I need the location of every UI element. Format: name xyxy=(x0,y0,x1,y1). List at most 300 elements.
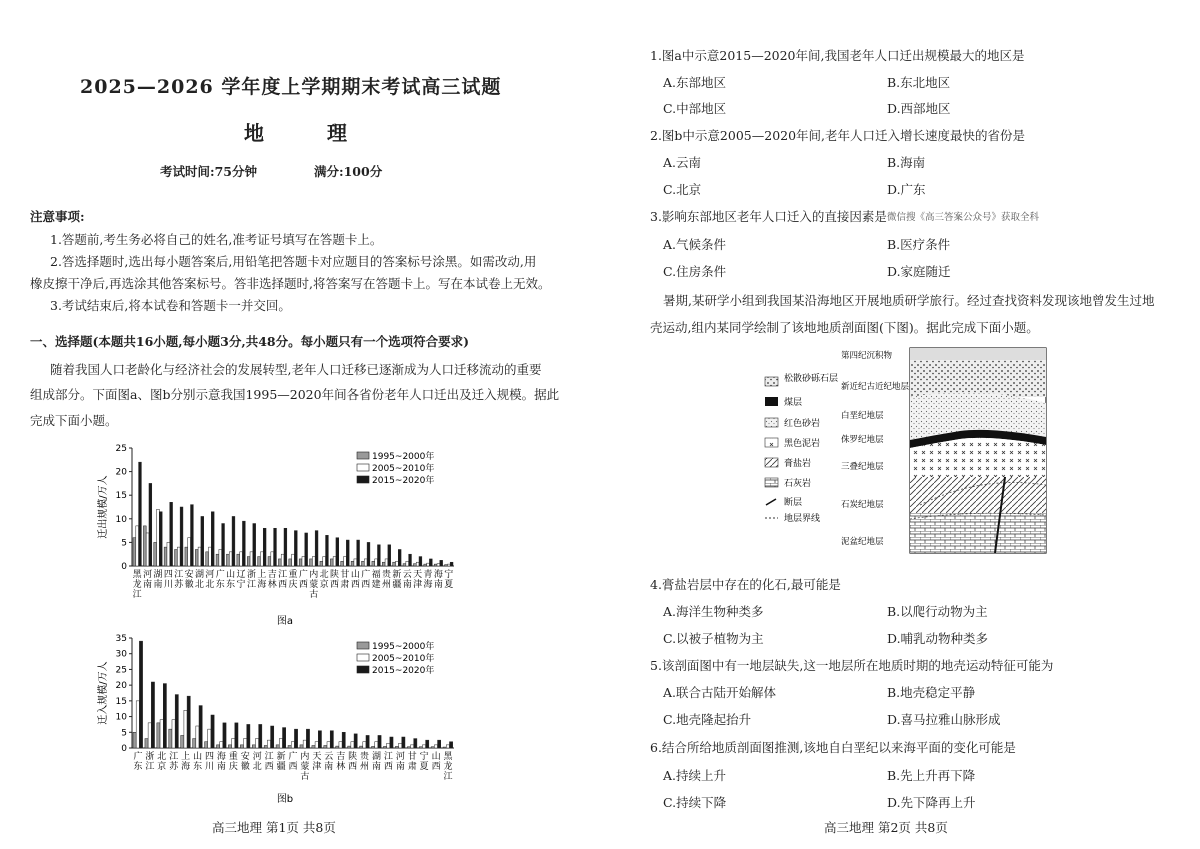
q6-option-d: D.先下降再上升 xyxy=(887,795,976,810)
bar-2-14 xyxy=(284,528,287,566)
bar-1-17 xyxy=(312,557,315,566)
bar-1-4 xyxy=(177,547,180,566)
svg-text:石灰岩: 石灰岩 xyxy=(784,479,812,489)
svg-text:地层界线: 地层界线 xyxy=(784,514,821,524)
category-label: 河 xyxy=(395,752,405,762)
legend-fault xyxy=(766,496,802,508)
bar-1-25 xyxy=(395,561,398,566)
chart-caption: 图b xyxy=(276,794,294,805)
legend-swatch-1 xyxy=(357,464,369,471)
bar-2-19 xyxy=(336,538,339,566)
category-label: 龙 xyxy=(132,580,142,590)
category-label: 东 xyxy=(193,762,203,772)
bar-1-3 xyxy=(172,720,175,748)
bar-0-3 xyxy=(164,547,167,566)
category-label: 河 xyxy=(252,752,262,762)
legend-label-2: 2015~2020年 xyxy=(372,666,435,676)
bar-2-4 xyxy=(187,696,190,748)
notice-item-2: 2.答选择题时,选出每小题答案后,用铅笔把答题卡对应题目的答案标号涂黑。如需改动,用 xyxy=(50,254,537,269)
bar-1-13 xyxy=(271,552,274,566)
q1-option-a: A.东部地区 xyxy=(663,75,727,90)
bar-1-2 xyxy=(160,720,163,748)
bar-2-1 xyxy=(149,483,152,566)
exam-time: 考试时间:75分钟 xyxy=(160,164,258,179)
bar-0-12 xyxy=(276,745,279,748)
y-tick-label: 5 xyxy=(121,538,127,549)
bar-2-20 xyxy=(378,735,381,748)
bar-1-0 xyxy=(136,701,139,748)
category-label: 江 xyxy=(132,590,142,600)
notice-heading: 注意事项: xyxy=(30,209,85,224)
legend-swatch-2 xyxy=(357,476,369,483)
q5-option-a: A.联合古陆开始解体 xyxy=(663,685,777,700)
category-label: 山 xyxy=(350,570,360,580)
category-label: 江 xyxy=(278,570,288,580)
category-label: 西 xyxy=(383,762,393,772)
category-label: 广 xyxy=(361,570,371,580)
bar-1-12 xyxy=(260,552,263,566)
bar-1-16 xyxy=(302,557,305,566)
bar-2-26 xyxy=(409,554,412,566)
category-label: 上 xyxy=(181,752,191,762)
svg-text:松散砂砾石层: 松散砂砾石层 xyxy=(784,374,839,384)
chart-b xyxy=(90,628,470,806)
q4-option-c: C.以被子植物为主 xyxy=(663,631,764,646)
category-label: 北 xyxy=(319,570,329,580)
page-right xyxy=(600,0,1200,849)
q3-option-b: B.医疗条件 xyxy=(887,237,951,252)
category-label: 北 xyxy=(252,762,262,772)
legend-swatch-0 xyxy=(357,452,369,459)
bar-2-22 xyxy=(367,542,370,566)
bar-2-18 xyxy=(354,734,357,748)
question-6: 6.结合所给地质剖面图推测,该地自白垩纪以来海平面的变化可能是 xyxy=(650,740,1016,755)
stratum-label-neogene: 新近纪古近纪地层 xyxy=(841,382,910,392)
bar-2-13 xyxy=(274,528,277,566)
bar-1-5 xyxy=(188,538,191,566)
legend-red-sandstone xyxy=(765,417,820,429)
category-label: 宁 xyxy=(236,580,246,590)
bar-2-17 xyxy=(315,531,318,566)
category-label: 徽 xyxy=(184,580,194,590)
category-label: 州 xyxy=(381,580,391,590)
category-label: 辽 xyxy=(236,570,246,580)
category-label: 湖 xyxy=(195,570,205,580)
stratum-label-devonian: 泥盆纪地层 xyxy=(841,537,884,547)
bar-1-24 xyxy=(385,559,388,566)
legend-label-1: 2005~2010年 xyxy=(372,464,435,474)
category-label: 肃 xyxy=(340,580,350,590)
footer-left: 高三地理 第1页 共8页 xyxy=(212,820,336,835)
category-label: 甘 xyxy=(407,752,417,762)
category-label: 江 xyxy=(383,752,393,762)
bar-1-14 xyxy=(303,740,306,748)
svg-text:黑色泥岩: 黑色泥岩 xyxy=(784,439,821,449)
bar-2-17 xyxy=(342,732,345,748)
category-label: 吉 xyxy=(336,752,346,762)
bar-0-0 xyxy=(133,538,136,566)
category-label: 疆 xyxy=(392,580,402,590)
category-label: 广 xyxy=(215,570,225,580)
bar-2-8 xyxy=(222,524,225,566)
category-label: 西 xyxy=(361,580,371,590)
bar-0-4 xyxy=(181,735,184,748)
bar-1-10 xyxy=(240,552,243,566)
svg-text:煤层: 煤层 xyxy=(784,398,803,408)
category-label: 蒙 xyxy=(309,580,319,590)
category-label: 云 xyxy=(402,570,412,580)
category-label: 宁 xyxy=(444,570,454,580)
category-label: 海 xyxy=(181,762,191,772)
bar-1-17 xyxy=(339,742,342,748)
bar-2-5 xyxy=(191,505,194,566)
y-tick-label: 10 xyxy=(115,514,127,525)
bar-0-25 xyxy=(393,562,396,566)
category-label: 安 xyxy=(240,752,250,762)
svg-text:红色砂岩: 红色砂岩 xyxy=(784,419,821,429)
bar-1-23 xyxy=(410,745,413,748)
y-tick-label: 15 xyxy=(115,696,127,707)
bar-0-11 xyxy=(264,745,267,748)
bar-0-2 xyxy=(157,723,160,748)
legend-label-1: 2005~2010年 xyxy=(372,654,435,664)
bar-0-11 xyxy=(247,557,250,566)
category-label: 山 xyxy=(226,570,236,580)
question-5: 5.该剖面图中有一地层缺失,这一地层所在地质时期的地壳运动特征可能为 xyxy=(650,658,1054,673)
bar-1-18 xyxy=(323,557,326,566)
bar-2-1 xyxy=(151,682,154,748)
category-label: 江 xyxy=(264,752,274,762)
bar-0-18 xyxy=(320,561,323,566)
bar-1-1 xyxy=(146,533,149,566)
chart-caption: 图a xyxy=(276,616,294,627)
q6-option-a: A.持续上升 xyxy=(663,768,727,783)
bar-2-23 xyxy=(414,739,417,748)
bar-1-22 xyxy=(364,559,367,566)
bar-1-14 xyxy=(281,554,284,566)
bar-2-27 xyxy=(419,557,422,566)
category-label: 津 xyxy=(312,762,322,772)
category-label: 山 xyxy=(193,752,203,762)
bar-0-19 xyxy=(330,559,333,566)
bar-2-21 xyxy=(357,540,360,566)
q3-option-a: A.气候条件 xyxy=(663,237,727,252)
bar-2-12 xyxy=(283,728,286,748)
category-label: 庆 xyxy=(228,762,238,772)
bar-1-22 xyxy=(399,743,402,748)
category-label: 黑 xyxy=(443,752,453,762)
bar-1-10 xyxy=(255,739,258,748)
footer-right: 高三地理 第2页 共8页 xyxy=(824,820,948,835)
bar-2-7 xyxy=(211,512,214,566)
q5-option-d: D.喜马拉雅山脉形成 xyxy=(887,712,1001,727)
category-label: 吉 xyxy=(267,570,277,580)
q3-option-d: D.家庭随迁 xyxy=(887,264,951,279)
bar-1-8 xyxy=(232,739,235,748)
category-label: 湖 xyxy=(371,752,381,762)
category-label: 北 xyxy=(157,752,167,762)
bar-0-6 xyxy=(205,742,208,748)
category-label: 南 xyxy=(433,580,443,590)
bar-2-10 xyxy=(259,724,262,748)
category-label: 南 xyxy=(143,580,153,590)
bar-1-30 xyxy=(447,564,450,566)
legend-label-2: 2015~2020年 xyxy=(372,476,435,486)
bar-2-2 xyxy=(159,512,162,566)
bar-0-16 xyxy=(324,745,327,748)
category-label: 青 xyxy=(423,570,433,580)
bar-0-5 xyxy=(185,547,188,566)
bar-2-2 xyxy=(163,684,166,748)
bar-2-21 xyxy=(390,737,393,748)
bar-2-11 xyxy=(253,524,256,566)
bar-1-11 xyxy=(267,740,270,748)
bar-2-0 xyxy=(139,462,142,566)
category-label: 肃 xyxy=(407,762,417,772)
category-label: 浙 xyxy=(145,752,155,762)
bar-2-15 xyxy=(294,531,297,566)
bar-1-7 xyxy=(209,547,212,566)
bar-1-26 xyxy=(406,561,409,566)
category-label: 夏 xyxy=(419,762,429,772)
bar-1-1 xyxy=(148,723,151,748)
notice-item-2-cont: 橡皮擦干净后,再选涂其他答案标号。答非选择题时,将答案写在答题卡上。写在本试卷上无效。 xyxy=(30,276,551,291)
legend-label-0: 1995~2000年 xyxy=(372,642,435,652)
category-label: 东 xyxy=(133,762,143,772)
category-label: 南 xyxy=(216,762,226,772)
bar-0-20 xyxy=(372,746,375,748)
bar-2-6 xyxy=(211,715,214,748)
bar-2-30 xyxy=(450,562,453,566)
bar-2-8 xyxy=(235,723,238,748)
q4-option-d: D.哺乳动物种类多 xyxy=(887,631,989,646)
notice-item-1: 1.答题前,考生务必将自己的姓名,准考证号填写在答题卡上。 xyxy=(50,232,383,247)
bar-2-25 xyxy=(438,740,441,748)
legend-swatch-1 xyxy=(357,654,369,661)
bar-2-28 xyxy=(429,559,432,566)
bar-1-24 xyxy=(422,745,425,748)
stratum-label-cretaceous: 白垩纪地层 xyxy=(841,411,884,421)
y-tick-label: 20 xyxy=(115,467,127,478)
bar-0-22 xyxy=(362,561,365,566)
bar-0-26 xyxy=(443,747,446,748)
category-label: 江 xyxy=(174,570,184,580)
bar-2-19 xyxy=(366,735,369,748)
category-label: 徽 xyxy=(240,762,250,772)
bar-1-19 xyxy=(333,557,336,566)
bar-2-20 xyxy=(346,540,349,566)
category-label: 海 xyxy=(433,570,443,580)
legend-coal xyxy=(765,396,802,408)
geologic-section-figure xyxy=(760,345,1070,560)
bar-1-13 xyxy=(291,742,294,748)
category-label: 湖 xyxy=(153,570,163,580)
y-tick-label: 25 xyxy=(115,665,127,676)
category-label: 河 xyxy=(143,570,153,580)
bar-0-7 xyxy=(206,552,209,566)
category-label: 南 xyxy=(395,762,405,772)
bar-0-22 xyxy=(395,746,398,748)
category-label: 内 xyxy=(309,570,319,580)
category-label: 林 xyxy=(267,580,277,590)
question-2: 2.图b中示意2005—2020年间,老年人口迁入增长速度最快的省份是 xyxy=(650,128,1026,143)
category-label: 州 xyxy=(360,762,370,772)
category-label: 建 xyxy=(371,580,381,590)
category-label: 北 xyxy=(205,580,215,590)
category-label: 南 xyxy=(153,580,163,590)
stratum-label-jurassic: 侏罗纪地层 xyxy=(841,435,884,445)
bar-0-15 xyxy=(312,745,315,748)
bar-1-4 xyxy=(184,710,187,748)
bar-2-25 xyxy=(398,549,401,566)
category-label: 海 xyxy=(257,580,267,590)
category-label: 西 xyxy=(298,580,308,590)
category-label: 江 xyxy=(246,580,256,590)
category-label: 广 xyxy=(298,570,308,580)
bar-1-0 xyxy=(136,526,139,566)
category-label: 河 xyxy=(205,570,215,580)
category-label: 四 xyxy=(163,570,173,580)
category-label: 京 xyxy=(319,580,329,590)
category-label: 古 xyxy=(300,772,310,782)
category-label: 西 xyxy=(288,762,298,772)
category-label: 西 xyxy=(431,762,441,772)
bar-2-12 xyxy=(263,528,266,566)
y-axis-label: 迁出规模/万人 xyxy=(98,475,109,539)
y-tick-label: 15 xyxy=(115,491,127,502)
chart-a xyxy=(90,438,470,628)
bar-0-10 xyxy=(237,554,240,566)
stratum-label-carboniferous: 石炭纪地层 xyxy=(841,500,884,510)
category-label: 北 xyxy=(195,580,205,590)
q6-option-b: B.先上升再下降 xyxy=(887,768,976,783)
bar-0-4 xyxy=(175,549,178,566)
y-axis-label: 迁入规模/万人 xyxy=(98,661,109,725)
bar-2-11 xyxy=(271,726,274,748)
category-label: 蒙 xyxy=(300,762,310,772)
bar-0-14 xyxy=(278,559,281,566)
category-label: 安 xyxy=(184,570,194,580)
bar-2-16 xyxy=(330,731,333,748)
category-label: 福 xyxy=(371,570,381,580)
bar-1-7 xyxy=(220,742,223,748)
category-label: 海 xyxy=(216,752,226,762)
category-label: 重 xyxy=(288,570,298,580)
bar-0-8 xyxy=(228,745,231,748)
intro-line-3: 完成下面小题。 xyxy=(30,413,118,428)
bar-2-15 xyxy=(318,731,321,748)
watermark-text: 微信搜《高三答案公众号》获取全科 xyxy=(887,212,1040,223)
bar-0-28 xyxy=(424,564,427,566)
legend-swatch-2 xyxy=(357,666,369,673)
category-label: 川 xyxy=(163,580,173,590)
q2-option-b: B.海南 xyxy=(887,155,926,170)
bar-2-7 xyxy=(223,723,226,748)
bar-0-19 xyxy=(360,746,363,748)
q2-option-a: A.云南 xyxy=(663,155,702,170)
bar-1-9 xyxy=(229,552,232,566)
category-label: 南 xyxy=(324,762,334,772)
bar-0-21 xyxy=(383,746,386,748)
bar-1-6 xyxy=(198,547,201,566)
bar-0-27 xyxy=(413,564,416,566)
legend-gravel xyxy=(765,372,838,386)
category-label: 天 xyxy=(312,752,322,762)
legend-black-mudstone xyxy=(765,437,820,449)
category-label: 贵 xyxy=(381,570,391,580)
bar-0-1 xyxy=(143,526,146,566)
y-tick-label: 10 xyxy=(115,712,127,723)
bar-0-24 xyxy=(382,562,385,566)
category-label: 古 xyxy=(309,590,319,600)
legend-label-0: 1995~2000年 xyxy=(372,452,435,462)
bar-0-26 xyxy=(403,564,406,566)
q6-option-c: C.持续下降 xyxy=(663,795,727,810)
svg-text:断层: 断层 xyxy=(784,498,803,508)
category-label: 苏 xyxy=(174,580,184,590)
bar-0-20 xyxy=(341,561,344,566)
bar-0-23 xyxy=(372,561,375,566)
category-label: 江 xyxy=(169,752,179,762)
bar-2-18 xyxy=(326,535,329,566)
bar-1-20 xyxy=(375,742,378,748)
bar-1-9 xyxy=(244,739,247,748)
y-tick-label: 35 xyxy=(115,634,127,644)
y-tick-label: 0 xyxy=(121,562,127,572)
bar-0-0 xyxy=(133,732,136,748)
bar-2-14 xyxy=(306,729,309,748)
category-label: 东 xyxy=(226,580,236,590)
section-heading: 一、选择题(本题共16小题,每小题3分,共48分。每小题只有一个选项符合要求) xyxy=(30,334,470,349)
bar-2-4 xyxy=(180,507,183,566)
category-label: 重 xyxy=(228,752,238,762)
category-label: 江 xyxy=(443,772,453,782)
category-label: 庆 xyxy=(288,580,298,590)
category-label: 广 xyxy=(133,752,143,762)
bar-2-0 xyxy=(139,641,142,748)
bar-1-25 xyxy=(434,745,437,748)
category-label: 南 xyxy=(371,762,381,772)
bar-1-8 xyxy=(219,549,222,566)
section-body xyxy=(910,348,1046,553)
category-label: 上 xyxy=(257,570,267,580)
y-tick-label: 30 xyxy=(115,649,127,660)
bar-1-26 xyxy=(446,745,449,748)
bar-1-15 xyxy=(315,742,318,748)
bar-0-21 xyxy=(351,561,354,566)
category-label: 苏 xyxy=(169,762,179,772)
bar-2-16 xyxy=(305,533,308,566)
bar-0-14 xyxy=(300,745,303,748)
intro-geo-1: 暑期,某研学小组到我国某沿海地区开展地质研学旅行。经过查找资料发现该地曾发生过地 xyxy=(663,293,1155,308)
category-label: 西 xyxy=(348,762,358,772)
bar-1-20 xyxy=(344,557,347,566)
intro-geo-2: 壳运动,组内某同学绘制了该地地质剖面图(下图)。据此完成下面小题。 xyxy=(650,320,1039,335)
category-label: 云 xyxy=(324,752,334,762)
bar-1-16 xyxy=(327,742,330,748)
bar-1-28 xyxy=(427,563,430,566)
bar-0-16 xyxy=(299,559,302,566)
bar-2-22 xyxy=(402,737,405,748)
y-tick-label: 0 xyxy=(121,744,127,754)
q5-option-b: B.地壳稳定平静 xyxy=(887,685,976,700)
legend-boundary xyxy=(765,512,820,524)
bar-1-29 xyxy=(437,564,440,566)
category-label: 贵 xyxy=(360,752,370,762)
bar-1-21 xyxy=(354,559,357,566)
bar-2-23 xyxy=(377,545,380,566)
q2-option-c: C.北京 xyxy=(663,182,702,197)
